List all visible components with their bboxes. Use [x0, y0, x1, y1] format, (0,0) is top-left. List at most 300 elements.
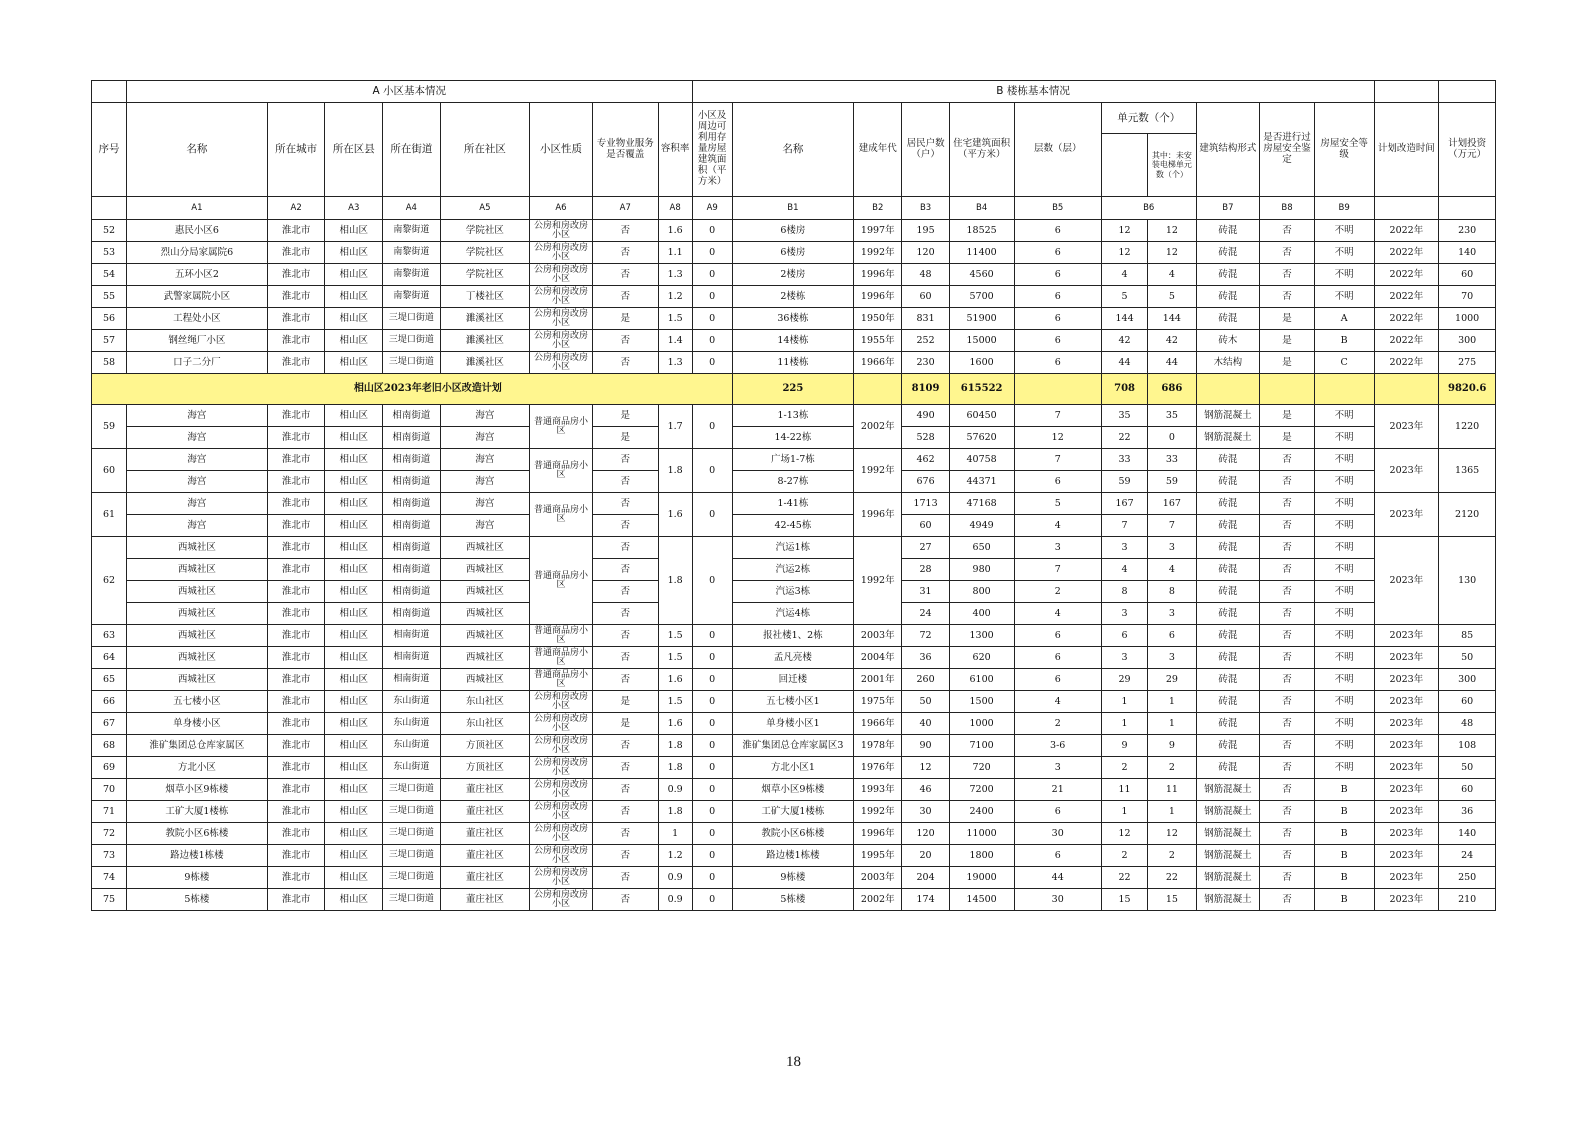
cell-bname: 汽运3栋 — [732, 581, 853, 603]
cell-street: 相南街道 — [383, 493, 441, 515]
cell-city: 淮北市 — [267, 286, 325, 308]
cell-invest: 1000 — [1439, 308, 1496, 330]
cell-name: 工程处小区 — [126, 308, 267, 330]
cell-safety: 否 — [1260, 471, 1315, 493]
cell-prop: 否 — [592, 493, 658, 515]
cell-bname: 单身楼小区1 — [732, 713, 853, 735]
cell-bname: 孟凡亮楼 — [732, 647, 853, 669]
cell-bname: 2楼房 — [732, 264, 853, 286]
cell-struct: 砖混 — [1196, 625, 1260, 647]
cell-area: 0 — [692, 449, 732, 493]
cell-area: 0 — [692, 669, 732, 691]
cell-barea: 720 — [949, 757, 1014, 779]
cell-struct: 钢筋混凝土 — [1196, 801, 1260, 823]
cell-county: 相山区 — [325, 867, 383, 889]
cell-safety: 是 — [1260, 427, 1315, 449]
cell-name: 海宫 — [126, 427, 267, 449]
cell-community: 方顶社区 — [440, 757, 529, 779]
cell-barea: 19000 — [949, 867, 1014, 889]
cell-street: 三堤口街道 — [383, 779, 441, 801]
cell-area: 0 — [692, 823, 732, 845]
cell-community: 学院社区 — [440, 264, 529, 286]
cell-street: 三堤口街道 — [383, 867, 441, 889]
cell-units: 8 — [1101, 581, 1147, 603]
cell-prop: 否 — [592, 889, 658, 911]
cell-barea: 15000 — [949, 330, 1014, 352]
cell-noelev: 8 — [1148, 581, 1196, 603]
cell-year: 1996年 — [854, 264, 902, 286]
cell-hh: 27 — [902, 537, 949, 559]
cell-nature: 公房和房改房小区 — [530, 757, 593, 779]
cell-prop: 否 — [592, 845, 658, 867]
cell-hh: 12 — [902, 757, 949, 779]
cell-street: 南黎街道 — [383, 242, 441, 264]
cell-safety: 否 — [1260, 449, 1315, 471]
cell-units: 3 — [1101, 603, 1147, 625]
cell-far: 1.2 — [658, 286, 692, 308]
cell-community: 海宫 — [440, 471, 529, 493]
cell-ptime: 2023年 — [1374, 449, 1439, 493]
cell-hh: 60 — [902, 515, 949, 537]
row-seq: 60 — [92, 449, 127, 493]
row-seq: 63 — [92, 625, 127, 647]
cell-hh: 28 — [902, 559, 949, 581]
cell-community: 西城社区 — [440, 603, 529, 625]
cell-floors: 6 — [1014, 625, 1101, 647]
cell-safety: 否 — [1260, 515, 1315, 537]
cell-barea: 4560 — [949, 264, 1014, 286]
cell-county: 相山区 — [325, 801, 383, 823]
cell-city: 淮北市 — [267, 405, 325, 427]
cell-area: 0 — [692, 757, 732, 779]
cell-prop: 否 — [592, 559, 658, 581]
cell-county: 相山区 — [325, 352, 383, 374]
cell-year: 1992年 — [854, 537, 902, 625]
cell-year: 1996年 — [854, 823, 902, 845]
cell-nature: 普通商品房小区 — [530, 493, 593, 537]
cell-name: 惠民小区6 — [126, 220, 267, 242]
table-row — [92, 735, 1496, 757]
cell-noelev: 9 — [1148, 735, 1196, 757]
cell-bname: 1-13栋 — [732, 405, 853, 427]
table-row — [92, 581, 1496, 603]
cell-street: 相南街道 — [383, 581, 441, 603]
cell-units: 22 — [1101, 427, 1147, 449]
cell-nature: 公房和房改房小区 — [530, 889, 593, 911]
row-seq: 58 — [92, 352, 127, 374]
cell-ptime: 2022年 — [1374, 286, 1439, 308]
cell-floors: 7 — [1014, 559, 1101, 581]
cell-noelev: 5 — [1148, 286, 1196, 308]
cell-hh: 40 — [902, 713, 949, 735]
cell-bname: 36楼栋 — [732, 308, 853, 330]
cell-floors: 6 — [1014, 308, 1101, 330]
cell-ptime: 2023年 — [1374, 647, 1439, 669]
table-row — [92, 515, 1496, 537]
cell-street: 三堤口街道 — [383, 889, 441, 911]
cell-year: 1950年 — [854, 308, 902, 330]
cell-safety: 否 — [1260, 286, 1315, 308]
cell-ptime: 2023年 — [1374, 625, 1439, 647]
cell-floors: 12 — [1014, 427, 1101, 449]
cell-invest: 36 — [1439, 801, 1496, 823]
row-seq: 67 — [92, 713, 127, 735]
cell-grade: 不明 — [1314, 427, 1374, 449]
cell-noelev: 7 — [1148, 515, 1196, 537]
cell-county: 相山区 — [325, 823, 383, 845]
cell-city: 淮北市 — [267, 757, 325, 779]
cell-city: 淮北市 — [267, 669, 325, 691]
cell-name: 单身楼小区 — [126, 713, 267, 735]
cell-year: 2003年 — [854, 867, 902, 889]
cell-noelev: 6 — [1148, 625, 1196, 647]
cell-grade: 不明 — [1314, 220, 1374, 242]
cell-struct: 砖混 — [1196, 603, 1260, 625]
cell-ptime: 2022年 — [1374, 220, 1439, 242]
cell-nature: 普通商品房小区 — [530, 647, 593, 669]
cell-struct: 钢筋混凝土 — [1196, 867, 1260, 889]
cell-grade: 不明 — [1314, 242, 1374, 264]
table-row — [92, 427, 1496, 449]
cell-ptime: 2023年 — [1374, 493, 1439, 537]
cell-name: 海宫 — [126, 515, 267, 537]
cell-city: 淮北市 — [267, 264, 325, 286]
cell-bname: 6楼房 — [732, 242, 853, 264]
cell-invest: 108 — [1439, 735, 1496, 757]
cell-floors: 6 — [1014, 669, 1101, 691]
cell-street: 相南街道 — [383, 449, 441, 471]
cell-year: 2003年 — [854, 625, 902, 647]
cell-units: 29 — [1101, 669, 1147, 691]
cell-safety: 否 — [1260, 801, 1315, 823]
cell-nature: 普通商品房小区 — [530, 625, 593, 647]
cell-far: 0.9 — [658, 867, 692, 889]
cell-struct: 砖混 — [1196, 493, 1260, 515]
cell-floors: 21 — [1014, 779, 1101, 801]
cell-invest: 210 — [1439, 889, 1496, 911]
cell-bname: 广场1-7栋 — [732, 449, 853, 471]
cell-units: 15 — [1101, 889, 1147, 911]
cell-grade: C — [1314, 352, 1374, 374]
cell-struct: 砖混 — [1196, 220, 1260, 242]
row-seq: 68 — [92, 735, 127, 757]
cell-struct: 钢筋混凝土 — [1196, 889, 1260, 911]
header-blank — [92, 81, 127, 103]
cell-units: 167 — [1101, 493, 1147, 515]
table-row — [92, 867, 1496, 889]
summary-invest: 9820.6 — [1439, 374, 1496, 405]
cell-struct: 砖混 — [1196, 515, 1260, 537]
cell-bname: 汽运1栋 — [732, 537, 853, 559]
cell-floors: 4 — [1014, 515, 1101, 537]
cell-nature: 公房和房改房小区 — [530, 286, 593, 308]
code-cell: A4 — [383, 197, 441, 220]
cell-noelev: 33 — [1148, 449, 1196, 471]
cell-grade: 不明 — [1314, 405, 1374, 427]
cell-name: 9栋楼 — [126, 867, 267, 889]
cell-community: 东山社区 — [440, 713, 529, 735]
cell-street: 东山街道 — [383, 691, 441, 713]
cell-ptime: 2022年 — [1374, 264, 1439, 286]
cell-community: 海宫 — [440, 449, 529, 471]
summary-blank — [1314, 374, 1374, 405]
col-b2-header: 建成年代 — [854, 103, 902, 197]
cell-nature: 普通商品房小区 — [530, 449, 593, 493]
cell-hh: 50 — [902, 691, 949, 713]
row-seq: 73 — [92, 845, 127, 867]
cell-floors: 6 — [1014, 330, 1101, 352]
code-cell: B9 — [1314, 197, 1374, 220]
row-seq: 59 — [92, 405, 127, 449]
col-b5-header: 层数（层） — [1014, 103, 1101, 197]
cell-prop: 否 — [592, 625, 658, 647]
cell-hh: 528 — [902, 427, 949, 449]
cell-prop: 是 — [592, 713, 658, 735]
table-row — [92, 889, 1496, 911]
cell-city: 淮北市 — [267, 801, 325, 823]
cell-grade: 不明 — [1314, 471, 1374, 493]
cell-prop: 否 — [592, 603, 658, 625]
page-number: 18 — [786, 1054, 801, 1070]
row-seq: 52 — [92, 220, 127, 242]
cell-barea: 5700 — [949, 286, 1014, 308]
cell-units: 3 — [1101, 537, 1147, 559]
cell-city: 淮北市 — [267, 330, 325, 352]
summary-no-elevator: 686 — [1148, 374, 1196, 405]
cell-noelev: 0 — [1148, 427, 1196, 449]
cell-barea: 18525 — [949, 220, 1014, 242]
cell-noelev: 12 — [1148, 823, 1196, 845]
cell-hh: 30 — [902, 801, 949, 823]
cell-hh: 36 — [902, 647, 949, 669]
summary-label: 相山区2023年老旧小区改造计划 — [92, 374, 733, 405]
cell-name: 5栋楼 — [126, 889, 267, 911]
cell-nature: 公房和房改房小区 — [530, 735, 593, 757]
cell-struct: 砖混 — [1196, 581, 1260, 603]
cell-year: 1997年 — [854, 220, 902, 242]
cell-county: 相山区 — [325, 559, 383, 581]
cell-county: 相山区 — [325, 264, 383, 286]
cell-barea: 980 — [949, 559, 1014, 581]
cell-invest: 85 — [1439, 625, 1496, 647]
cell-far: 1.3 — [658, 352, 692, 374]
cell-units: 2 — [1101, 757, 1147, 779]
cell-safety: 否 — [1260, 493, 1315, 515]
cell-grade: B — [1314, 867, 1374, 889]
cell-grade: 不明 — [1314, 581, 1374, 603]
cell-name: 海宫 — [126, 493, 267, 515]
cell-name: 五七楼小区 — [126, 691, 267, 713]
cell-area: 0 — [692, 889, 732, 911]
cell-grade: 不明 — [1314, 647, 1374, 669]
cell-noelev: 42 — [1148, 330, 1196, 352]
table-row — [92, 669, 1496, 691]
summary-blank — [1374, 374, 1439, 405]
cell-area: 0 — [692, 801, 732, 823]
cell-invest: 300 — [1439, 669, 1496, 691]
table-row — [92, 352, 1496, 374]
cell-hh: 490 — [902, 405, 949, 427]
cell-noelev: 4 — [1148, 559, 1196, 581]
cell-prop: 否 — [592, 220, 658, 242]
summary-units: 708 — [1101, 374, 1147, 405]
col-b6-total-blank — [1101, 134, 1147, 197]
cell-barea: 1000 — [949, 713, 1014, 735]
cell-county: 相山区 — [325, 845, 383, 867]
cell-far: 1.5 — [658, 308, 692, 330]
cell-year: 1966年 — [854, 352, 902, 374]
cell-name: 烈山分局家属院6 — [126, 242, 267, 264]
cell-floors: 6 — [1014, 801, 1101, 823]
renovation-plan-table — [91, 80, 1496, 911]
table-row — [92, 537, 1496, 559]
col-a8-header: 容积率 — [658, 103, 692, 197]
table-row — [92, 801, 1496, 823]
cell-nature: 普通商品房小区 — [530, 405, 593, 449]
cell-county: 相山区 — [325, 330, 383, 352]
cell-units: 35 — [1101, 405, 1147, 427]
cell-units: 6 — [1101, 625, 1147, 647]
row-seq: 56 — [92, 308, 127, 330]
cell-hh: 72 — [902, 625, 949, 647]
cell-prop: 否 — [592, 647, 658, 669]
cell-struct: 砖混 — [1196, 537, 1260, 559]
cell-ptime: 2023年 — [1374, 889, 1439, 911]
cell-floors: 6 — [1014, 647, 1101, 669]
cell-struct: 砖混 — [1196, 669, 1260, 691]
cell-safety: 否 — [1260, 845, 1315, 867]
cell-units: 3 — [1101, 647, 1147, 669]
cell-grade: B — [1314, 845, 1374, 867]
table-row — [92, 779, 1496, 801]
cell-invest: 60 — [1439, 264, 1496, 286]
table-row — [92, 757, 1496, 779]
cell-community: 董庄社区 — [440, 779, 529, 801]
cell-barea: 1300 — [949, 625, 1014, 647]
cell-county: 相山区 — [325, 405, 383, 427]
cell-county: 相山区 — [325, 515, 383, 537]
cell-units: 12 — [1101, 823, 1147, 845]
cell-city: 淮北市 — [267, 471, 325, 493]
row-seq: 57 — [92, 330, 127, 352]
cell-floors: 6 — [1014, 471, 1101, 493]
cell-grade: 不明 — [1314, 757, 1374, 779]
section-a-header: A 小区基本情况 — [126, 81, 692, 103]
cell-far: 0.9 — [658, 779, 692, 801]
cell-invest: 275 — [1439, 352, 1496, 374]
cell-barea: 40758 — [949, 449, 1014, 471]
cell-bname: 汽运2栋 — [732, 559, 853, 581]
cell-nature: 公房和房改房小区 — [530, 220, 593, 242]
cell-county: 相山区 — [325, 603, 383, 625]
cell-name: 烟草小区9栋楼 — [126, 779, 267, 801]
col-a6-header: 小区性质 — [530, 103, 593, 197]
cell-street: 三堤口街道 — [383, 352, 441, 374]
col-b3-header: 居民户数（户） — [902, 103, 949, 197]
cell-year: 1995年 — [854, 845, 902, 867]
cell-barea: 800 — [949, 581, 1014, 603]
cell-safety: 否 — [1260, 779, 1315, 801]
cell-struct: 砖混 — [1196, 691, 1260, 713]
cell-name: 口子二分厂 — [126, 352, 267, 374]
cell-noelev: 11 — [1148, 779, 1196, 801]
cell-community: 学院社区 — [440, 220, 529, 242]
cell-barea: 11000 — [949, 823, 1014, 845]
column-codes-row — [92, 197, 1496, 220]
cell-barea: 44371 — [949, 471, 1014, 493]
table-row — [92, 823, 1496, 845]
cell-invest: 1365 — [1439, 449, 1496, 493]
cell-street: 三堤口街道 — [383, 823, 441, 845]
cell-invest: 1220 — [1439, 405, 1496, 449]
cell-invest: 130 — [1439, 537, 1496, 625]
row-seq: 71 — [92, 801, 127, 823]
code-cell: B7 — [1196, 197, 1260, 220]
cell-grade: 不明 — [1314, 286, 1374, 308]
col-a4-header: 所在街道 — [383, 103, 441, 197]
cell-safety: 否 — [1260, 581, 1315, 603]
cell-barea: 14500 — [949, 889, 1014, 911]
row-seq: 55 — [92, 286, 127, 308]
cell-units: 144 — [1101, 308, 1147, 330]
cell-hh: 260 — [902, 669, 949, 691]
cell-bname: 工矿大厦1楼栋 — [732, 801, 853, 823]
cell-city: 淮北市 — [267, 559, 325, 581]
cell-noelev: 12 — [1148, 242, 1196, 264]
code-cell: B2 — [854, 197, 902, 220]
cell-units: 12 — [1101, 220, 1147, 242]
cell-area: 0 — [692, 845, 732, 867]
code-cell: A8 — [658, 197, 692, 220]
cell-community: 董庄社区 — [440, 889, 529, 911]
cell-floors: 3 — [1014, 537, 1101, 559]
table-row — [92, 625, 1496, 647]
cell-prop: 否 — [592, 735, 658, 757]
cell-area: 0 — [692, 493, 732, 537]
cell-county: 相山区 — [325, 581, 383, 603]
row-seq: 61 — [92, 493, 127, 537]
cell-bname: 汽运4栋 — [732, 603, 853, 625]
code-cell: A9 — [692, 197, 732, 220]
cell-name: 西城社区 — [126, 559, 267, 581]
cell-barea: 7200 — [949, 779, 1014, 801]
cell-county: 相山区 — [325, 220, 383, 242]
code-cell: B1 — [732, 197, 853, 220]
summary-blank — [854, 374, 902, 405]
cell-noelev: 2 — [1148, 845, 1196, 867]
cell-invest: 24 — [1439, 845, 1496, 867]
cell-floors: 6 — [1014, 352, 1101, 374]
cell-grade: 不明 — [1314, 449, 1374, 471]
cell-hh: 462 — [902, 449, 949, 471]
cell-street: 相南街道 — [383, 603, 441, 625]
table-row — [92, 330, 1496, 352]
cell-community: 董庄社区 — [440, 867, 529, 889]
cell-city: 淮北市 — [267, 845, 325, 867]
cell-community: 海宫 — [440, 427, 529, 449]
cell-floors: 6 — [1014, 242, 1101, 264]
cell-safety: 是 — [1260, 308, 1315, 330]
cell-city: 淮北市 — [267, 449, 325, 471]
cell-street: 相南街道 — [383, 405, 441, 427]
header-blank — [1439, 81, 1496, 103]
cell-safety: 否 — [1260, 220, 1315, 242]
code-cell: B5 — [1014, 197, 1101, 220]
section-b-header: B 楼栋基本情况 — [692, 81, 1374, 103]
cell-year: 1992年 — [854, 242, 902, 264]
cell-safety: 否 — [1260, 713, 1315, 735]
cell-area: 0 — [692, 264, 732, 286]
